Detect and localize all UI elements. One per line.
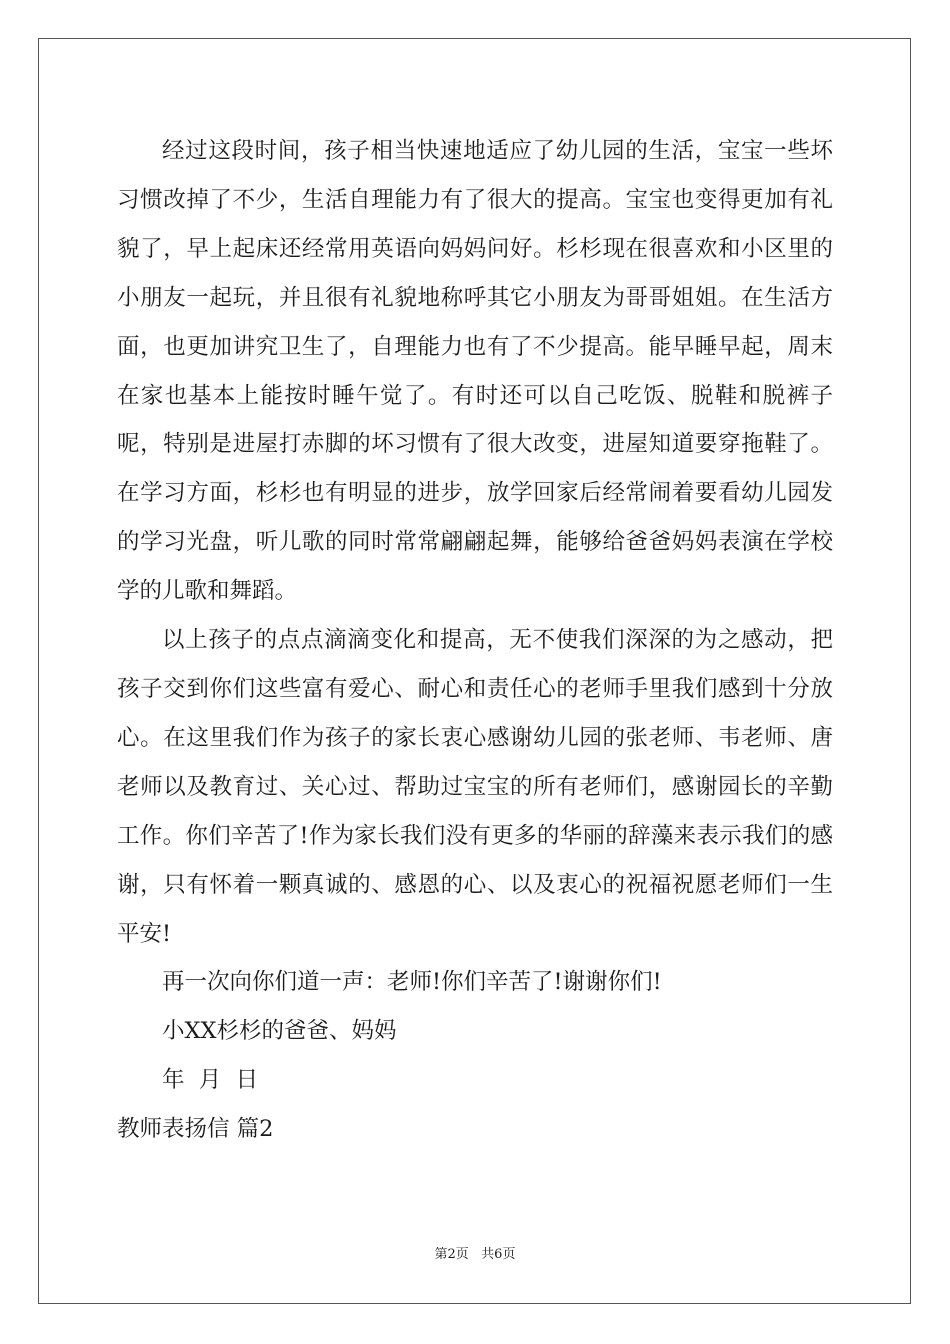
signature: 小XX杉杉的爸爸、妈妈 xyxy=(162,1018,397,1045)
body-paragraph-1: 经过这段时间，孩子相当快速地适应了幼儿园的生活，宝宝一些坏习惯改掉了不少，生活自理能力有了很大的提高。宝宝也变得更加有礼貌了，早上起床还经常用英语向妈妈问好。杉杉现在很喜欢和小区里的小朋友一起玩，并且很有礼貌地称呼其它小朋友为哥哥姐姐。在生活方面，也更加讲究卫生了，自理能力也有了不少提高。能早睡早起，周末在家也基本上能按时睡午觉了。有时还可以自己吃饭、脱鞋和脱裤子呢，特别是进屋打赤脚的坏习惯有了很大改变，进屋知道要穿拖鞋了。在学习方面，杉杉也有明显的进步，放学回家后经常闹着要看幼儿园发的学习光盘，听儿歌的同时常常翩翩起舞，能够给爸爸妈妈表演在学校学的儿歌和舞蹈。 xyxy=(117,138,833,605)
closing-line: 再一次向你们道一声：老师!你们辛苦了!谢谢你们! xyxy=(162,969,662,996)
body-paragraph-2: 以上孩子的点点滴滴变化和提高，无不使我们深深的为之感动，把孩子交到你们这些富有爱心、耐心和责任心的老师手里我们感到十分放心。在这里我们作为孩子的家长衷心感谢幼儿园的张老师、韦老师、唐老师以及教育过、关心过、帮助过宝宝的所有老师们，感谢园长的辛勤工作。你们辛苦了!作为家长我们没有更多的华丽的辞藻来表示我们的感谢，只有怀着一颗真诚的、感恩的心、以及衷心的祝福祝愿老师们一生平安! xyxy=(117,627,833,947)
date-line: 年 月 日 xyxy=(162,1067,259,1094)
letter-body xyxy=(117,127,833,1154)
page-number: 第2页 共6页 xyxy=(434,1247,516,1262)
section-title: 教师表扬信 篇2 xyxy=(117,1116,274,1143)
